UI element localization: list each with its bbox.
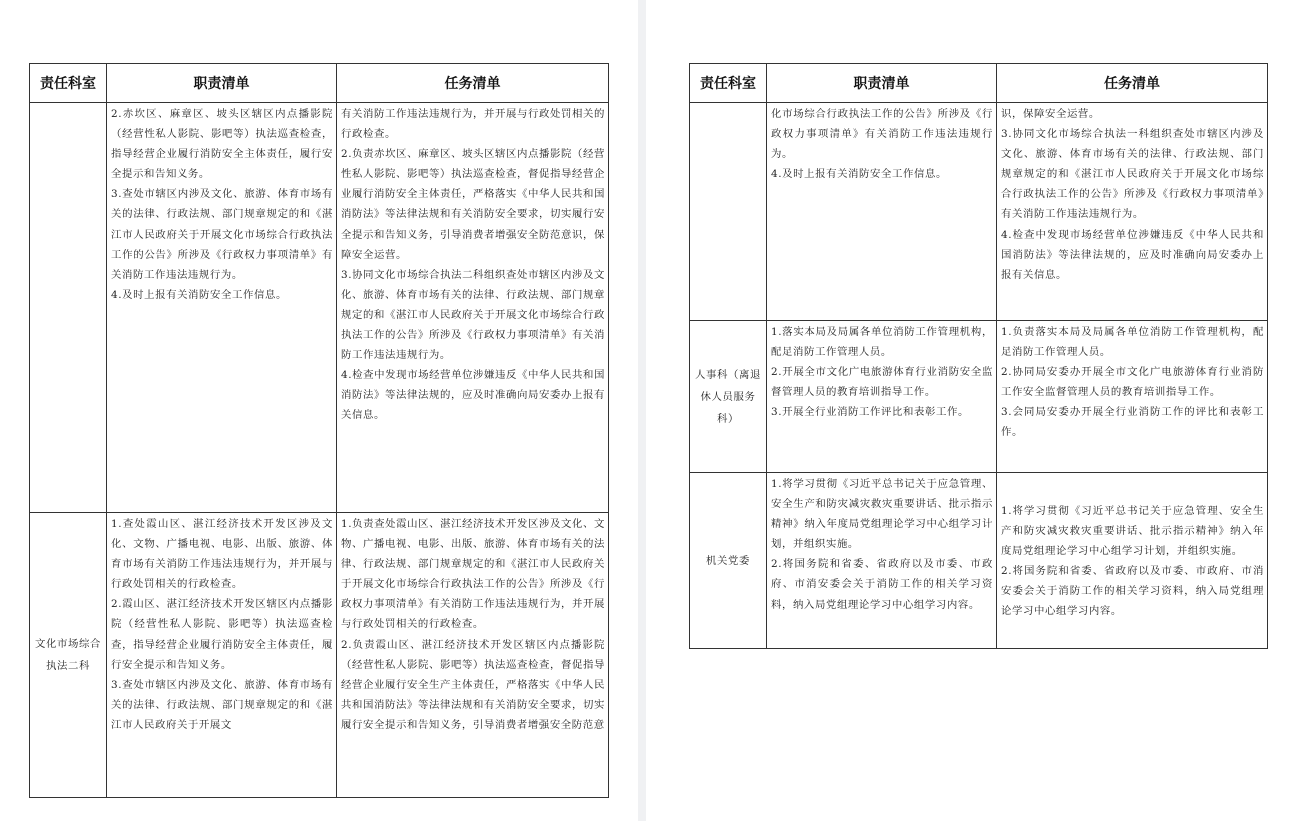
duty-item: 1.将学习贯彻《习近平总书记关于应急管理、安全生产和防灾减灾救灾重要讲话、批示指示精神》纳入年度局党组理论学习中心组学习计划，并组织实施。 (771, 478, 993, 551)
task-item: 3.会同局安委办开展全行业消防工作的评比和表彰工作。 (1001, 406, 1264, 439)
table-row (690, 321, 1268, 473)
duty-item: 3.查处市辖区内涉及文化、旅游、体育市场有关的法律、行政法规、部门规章规定的和《湛江市人民政府关于开展文化市场综合行政执法工作的公告》所涉及《行政权力事项清单》有关消防工作违法违规行为。 (111, 188, 333, 281)
task-item: 1.负责落实本局及局属各单位消防工作管理机构，配足消防工作管理人员。 (1001, 326, 1264, 359)
header-duties: 职责清单 (767, 64, 997, 103)
task-item: 2.负责霞山区、湛江经济技术开发区辖区内点播影院（经营性私人影院、影吧等）执法巡查检查，督促指导经营企业履行安全生产主体责任，严格落实《中华人民共和国消防法》等法律法规和有关消防安全要求，切实履行安全提示和告知义务，引导消费者增强安全防范意 (341, 638, 605, 731)
department-cell: 文化市场综合执法二科 (30, 513, 107, 798)
task-item: 1.将学习贯彻《习近平总书记关于应急管理、安全生产和防灾减灾救灾重要讲话、批示指示精神》纳入年度局党组理论学习中心组学习计划，并组织实施。 (1001, 504, 1264, 557)
department-cell: 人事科（离退休人员服务科） (690, 321, 767, 473)
duties-cell (767, 473, 997, 649)
document-page-left (0, 0, 638, 821)
duty-item: 1.落实本局及局属各单位消防工作管理机构，配足消防工作管理人员。 (771, 326, 993, 359)
tasks-cell (337, 513, 609, 798)
task-item: 2.协同局安委办开展全市文化广电旅游体育行业消防工作安全监督管理人员的教育培训指导工作。 (1001, 366, 1264, 399)
department-cell: 机关党委 (690, 473, 767, 649)
duty-item: 4.及时上报有关消防安全工作信息。 (111, 288, 287, 301)
duties-cell (767, 103, 997, 321)
header-tasks: 任务清单 (337, 64, 609, 103)
document-page-right (646, 0, 1298, 821)
tasks-cell (997, 103, 1268, 321)
duty-item: 2.霞山区、湛江经济技术开发区辖区内点播影院（经营性私人影院、影吧等）执法巡查检查，指导经营企业履行消防安全主体责任，履行安全提示和告知义务。 (111, 598, 333, 671)
task-item: 3.协同文化市场综合执法一科组织查处市辖区内涉及文化、旅游、体育市场有关的法律、行政法规、部门规章规定的和《湛江市人民政府关于开展文化市场综合行政执法工作的公告》所涉及《行政权力事项清单》有关消防工作违法违规行为。 (1001, 128, 1264, 221)
duties-cell (107, 103, 337, 513)
header-department: 责任科室 (690, 64, 767, 103)
task-item: 2.将国务院和省委、省政府以及市委、市政府、市消安委会关于消防工作的相关学习资料，纳入局党组理论学习中心组学习内容。 (1001, 565, 1264, 618)
task-item: 识，保障安全运营。 (1001, 108, 1100, 120)
duty-item: 化市场综合行政执法工作的公告》所涉及《行政权力事项清单》有关消防工作违法违规行为。 (771, 108, 993, 161)
task-item: 有关消防工作违法违规行为，并开展与行政处罚相关的行政检查。 (341, 108, 605, 141)
task-item: 2.负责赤坎区、麻章区、坡头区辖区内点播影院（经营性私人影院、影吧等）执法巡查检查，督促指导经营企业履行消防安全主体责任，严格落实《中华人民共和国消防法》等法律法规和有关消防安全要求，切实履行安全提示和告知义务，引导消费者增强安全防范意识，保障安全运营。 (341, 148, 605, 261)
header-tasks: 任务清单 (997, 64, 1268, 103)
duty-item: 3.查处市辖区内涉及文化、旅游、体育市场有关的法律、行政法规、部门规章规定的和《湛江市人民政府关于开展文 (111, 678, 333, 731)
task-item: 1.负责查处霞山区、湛江经济技术开发区涉及文化、文物、广播电视、电影、出版、旅游、体育市场有关的法律、行政法规、部门规章规定的和《湛江市人民政府关于开展文化市场综合行政执法工作的公告》所涉及《行政权力事项清单》有关消防工作违法违规行为，并开展与行政处罚相关的行政检查。 (341, 518, 605, 631)
duty-item: 2.将国务院和省委、省政府以及市委、市政府、市消安委会关于消防工作的相关学习资料，纳入局党组理论学习中心组学习内容。 (771, 558, 993, 611)
duty-item: 4.及时上报有关消防安全工作信息。 (771, 168, 947, 181)
duty-item: 3.开展全行业消防工作评比和表彰工作。 (771, 406, 969, 419)
table-header-row (690, 64, 1268, 103)
table-row (30, 513, 609, 798)
header-duties: 职责清单 (107, 64, 337, 103)
responsibility-table (29, 63, 609, 798)
tasks-cell (997, 321, 1268, 473)
header-department: 责任科室 (30, 64, 107, 103)
task-item: 3.协同文化市场综合执法二科组织查处市辖区内涉及文化、旅游、体育市场有关的法律、行政法规、部门规章规定的和《湛江市人民政府关于开展文化市场综合行政执法工作的公告》所涉及《行政权力事项清单》有关消防工作违法违规行为。 (341, 268, 605, 362)
duty-item: 2.开展全市文化广电旅游体育行业消防安全监督管理人员的教育培训指导工作。 (771, 366, 993, 399)
table-header-row (30, 64, 609, 103)
table-row (690, 473, 1268, 649)
tasks-cell (337, 103, 609, 513)
department-cell (30, 103, 107, 513)
duty-item: 2.赤坎区、麻章区、坡头区辖区内点播影院（经营性私人影院、影吧等）执法巡查检查，指导经营企业履行消防安全主体责任，履行安全提示和告知义务。 (111, 108, 333, 181)
task-item: 4.检查中发现市场经营单位涉嫌违反《中华人民共和国消防法》等法律法规的，应及时准确向局安委办上报有关信息。 (1001, 228, 1264, 281)
responsibility-table (689, 63, 1268, 649)
duty-item: 1.查处霞山区、湛江经济技术开发区涉及文化、文物、广播电视、电影、出版、旅游、体育市场有关消防工作违法违规行为，并开展与行政处罚相关的行政检查。 (111, 518, 333, 591)
department-cell (690, 103, 767, 321)
duties-cell (767, 321, 997, 473)
table-row (690, 103, 1268, 321)
table-row (30, 103, 609, 513)
duties-cell (107, 513, 337, 798)
task-item: 4.检查中发现市场经营单位涉嫌违反《中华人民共和国消防法》等法律法规的，应及时准确向局安委办上报有关信息。 (341, 369, 605, 422)
tasks-cell (997, 473, 1268, 649)
